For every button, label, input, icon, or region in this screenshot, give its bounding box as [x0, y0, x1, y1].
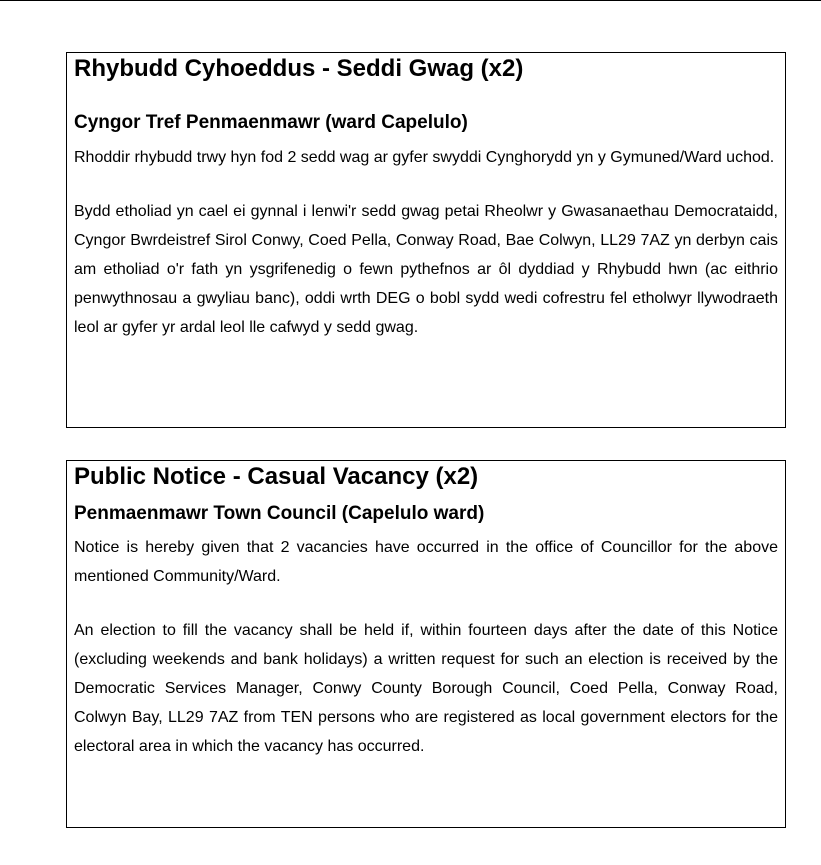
- english-notice-box: [66, 460, 786, 828]
- english-notice-title: Public Notice - Casual Vacancy (x2): [74, 463, 479, 490]
- welsh-notice-subtitle: Cyngor Tref Penmaenmawr (ward Capelulo): [74, 112, 468, 133]
- welsh-notice-paragraph-1: Rhoddir rhybudd trwy hyn fod 2 sedd wag ar gyfer swyddi Cynghorydd yn y Gymuned/Ward uchod.: [74, 149, 775, 166]
- english-notice-paragraph-2: An election to fill the vacancy shall be held if, within fourteen days after the date of this Notice (excluding weekends and bank holidays) a written request for such an election is received by the Democratic Services Manager, Conwy County Borough Council, Coed Pella, Conway Road, Colwyn Bay, LL29 7AZ from TEN persons who are registered as local government electors for the electoral area in which the vacancy has occurred.: [74, 622, 778, 755]
- welsh-notice-paragraph-2: Bydd etholiad yn cael ei gynnal i lenwi'r sedd gwag petai Rheolwr y Gwasanaethau Democrataidd, Cyngor Bwrdeistref Sirol Conwy, Coed Pella, Conway Road, Bae Colwyn, LL29 7AZ yn derbyn cais am etholiad o'r fath yn ysgrifenedig o fewn pythefnos ar ôl dyddiad y Rhybudd hwn (ac eithrio penwythnosau a gwyliau banc), oddi wrth DEG o bobl sydd wedi cofrestru fel etholwyr llywodraeth leol ar gyfer yr ardal leol lle cafwyd y sedd gwag.: [74, 203, 778, 336]
- welsh-notice-title: Rhybudd Cyhoeddus - Seddi Gwag (x2): [74, 55, 524, 82]
- english-notice-subtitle: Penmaenmawr Town Council (Capelulo ward): [74, 503, 485, 524]
- english-notice-paragraph-1: Notice is hereby given that 2 vacancies have occurred in the office of Councillor for the above mentioned Community/Ward.: [74, 539, 778, 585]
- welsh-notice-box: [66, 52, 786, 428]
- top-divider: [0, 0, 821, 1]
